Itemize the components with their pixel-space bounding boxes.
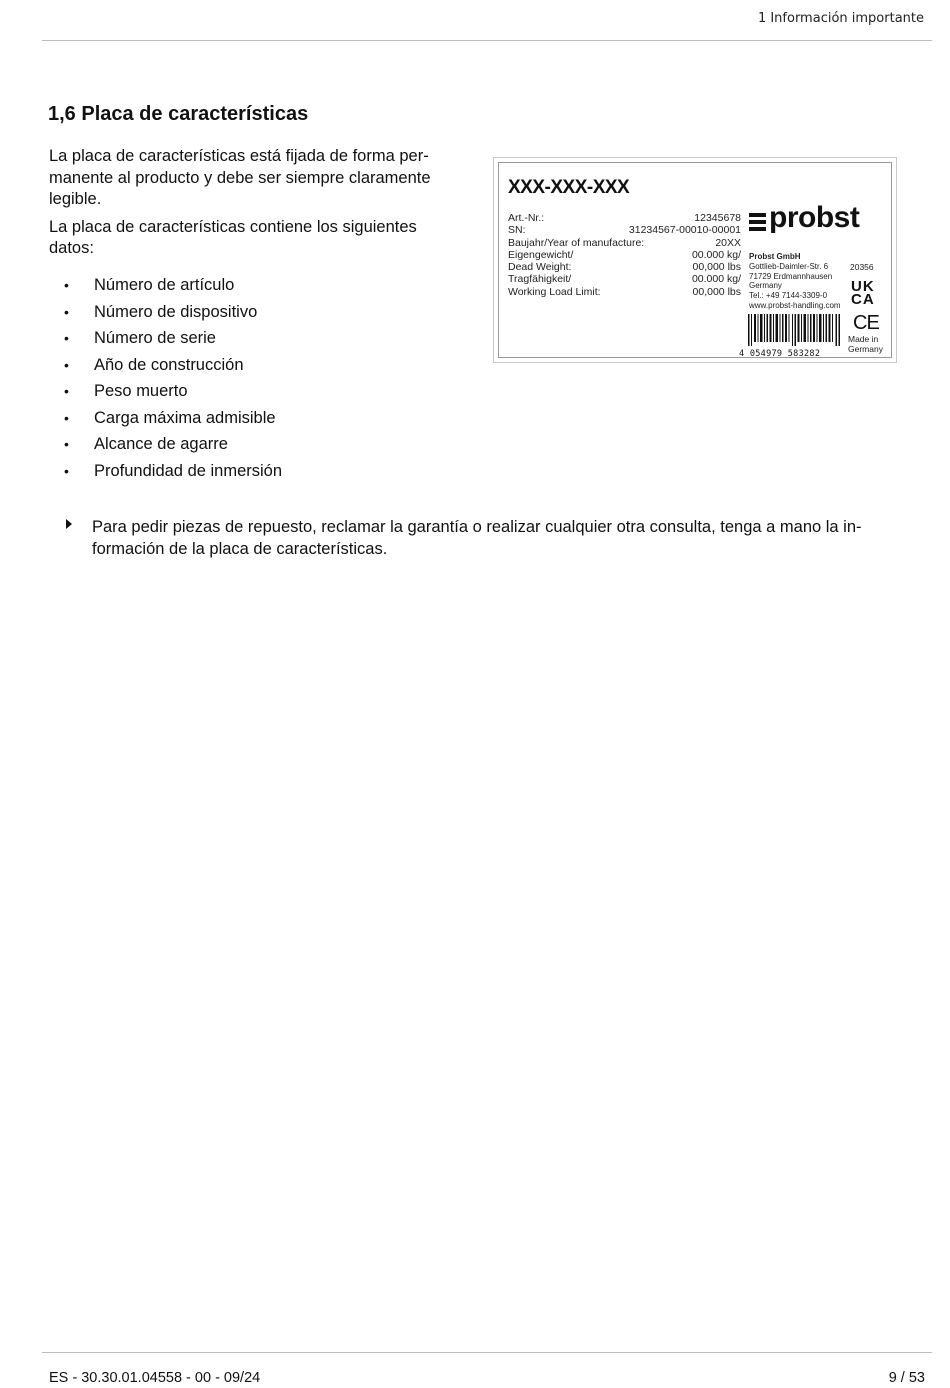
nameplate-code: 20356 <box>850 262 874 272</box>
header-title: 1 Información importante <box>757 11 924 26</box>
data-list <box>62 272 282 484</box>
company-address: Probst GmbH Gottlieb-Daimler-Str. 6 71729 Erdmannhausen Germany Tel.: +49 7144-3309-0 www.probst-handling.com <box>749 252 841 310</box>
nameplate-frame <box>498 162 892 358</box>
list-item: • Alcance de agarre <box>62 431 282 458</box>
ukca-mark-icon: UK CA <box>851 278 875 308</box>
intro-paragraph-1: La placa de características está fijada de forma per- manente al producto y debe ser siempre claramente legible. <box>49 147 431 208</box>
list-item: • Carga máxima admisible <box>62 405 282 432</box>
made-in-germany: Made in Germany <box>848 334 883 354</box>
instruction <box>66 516 926 560</box>
bullet-icon: • <box>64 462 69 479</box>
nameplate-row: Art.-Nr.: 12345678 <box>508 212 741 224</box>
list-item: • Año de construcción <box>62 352 282 379</box>
instruction-text: Para pedir piezas de repuesto, reclamar la garantía o realizar cualquier otra consulta, tenga a mano la in- formación de la placa de características. <box>92 518 862 558</box>
nameplate-table <box>508 212 741 298</box>
page-header <box>42 0 932 41</box>
list-item: • Peso muerto <box>62 378 282 405</box>
bullet-icon: • <box>64 303 69 320</box>
intro-paragraph-2: La placa de características contiene los siguientes datos: <box>49 217 417 257</box>
bullet-icon: • <box>64 330 69 346</box>
list-item: • Número de serie <box>62 325 282 352</box>
nameplate-row: Tragfähigkeit/ 00.000 kg/ <box>508 273 741 286</box>
list-item: • Profundidad de inmersión <box>62 458 282 485</box>
barcode-icon <box>748 314 840 346</box>
nameplate-row: Eigengewicht/ 00.000 kg/ <box>508 248 741 261</box>
page-footer <box>42 1352 932 1388</box>
nameplate-image <box>493 157 897 363</box>
bullet-icon: • <box>64 277 69 293</box>
logo-bars-icon <box>749 213 766 234</box>
intro-text <box>49 146 469 266</box>
bullet-icon: • <box>64 409 69 426</box>
logo-wordmark: probst <box>769 201 860 234</box>
nameplate-row: Dead Weight: 00,000 lbs <box>508 261 741 274</box>
document-number: ES - 30.30.01.04558 - 00 - 09/24 <box>49 1370 261 1386</box>
arrow-right-icon <box>66 519 72 529</box>
barcode-digits: 4 054979 583282 <box>739 349 821 359</box>
page-number: 9 / 53 <box>888 1370 925 1386</box>
list-item: • Número de dispositivo <box>62 299 282 326</box>
section-title: 1,6 Placa de características <box>48 103 309 125</box>
ce-mark-icon: CE <box>853 312 879 334</box>
list-item: • Número de artículo <box>62 272 282 299</box>
nameplate-row: Baujahr/Year of manufacture: 20XX <box>508 236 741 249</box>
nameplate-row: SN: 31234567-00010-00001 <box>508 224 741 237</box>
nameplate-row: Working Load Limit: 00,000 lbs <box>508 285 741 298</box>
bullet-icon: • <box>64 436 69 452</box>
bullet-icon: • <box>64 383 69 399</box>
nameplate-title: XXX-XXX-XXX <box>508 177 630 198</box>
bullet-icon: • <box>64 356 69 373</box>
